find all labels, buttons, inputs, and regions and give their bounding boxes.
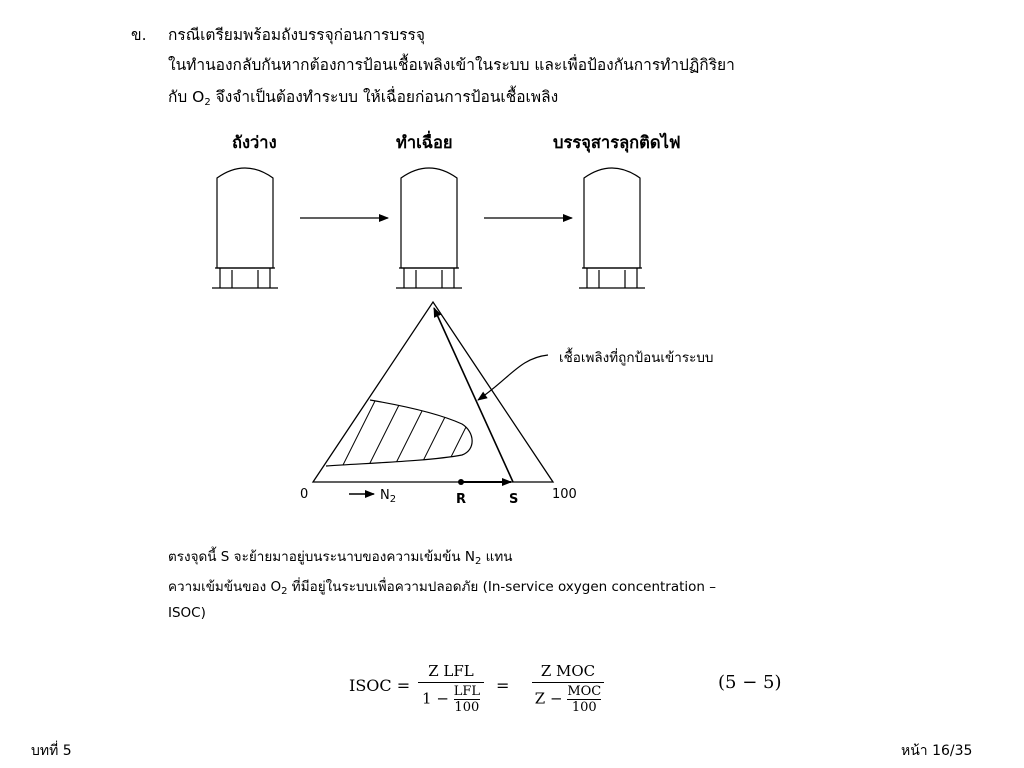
point-r-label: R <box>456 492 467 507</box>
annotation-leader <box>478 355 548 400</box>
equation-lhs: ISOC = <box>349 676 411 695</box>
tank-filled <box>579 168 645 288</box>
tank-label-fill-flammable: บรรจุสารลุกติดไฟ <box>553 133 681 152</box>
tank-empty <box>212 168 278 288</box>
flammable-region <box>326 395 482 475</box>
fuel-annotation: เชื้อเพลิงที่ถูกป้อนเข้าระบบ <box>559 350 714 366</box>
fraction-2-denominator: $Z - \frac{\text{MOC}}{100}$ <box>534 684 602 715</box>
flammability-triangle <box>313 302 553 482</box>
axis-n2-label: $N_2$ <box>380 488 397 505</box>
section-marker: ข. <box>131 26 147 44</box>
tank-label-inerting: ทำเฉื่อย <box>396 133 453 152</box>
tank-label-empty: ถังว่าง <box>232 133 277 152</box>
paragraph-line-2: กับ $O_2$ จึงจำเป็นต้องทำระบบ ให้เฉื่อยก่อนการป้อนเชื้อเพลิง <box>168 88 559 108</box>
paragraph-line-1: ในทำนองกลับกันหากต้องการป้อนเชื้อเพลิงเข้าในระบบ และเพื่อป้องกันการทำปฏิกิริยา <box>168 56 735 74</box>
fraction-1-denominator: $1 - \frac{\text{LFL}}{100}$ <box>422 684 480 715</box>
axis-zero-label: 0 <box>300 487 309 502</box>
fraction-2-numerator: Z MOC <box>540 662 596 680</box>
equation-equals: = <box>496 676 510 695</box>
section-title: กรณีเตรียมพร้อมถังบรรจุก่อนการบรรจุ <box>168 26 425 44</box>
explanation-line-2: ความเข้มข้นของ $O_2$ ที่มีอยู่ในระบบเพื่อความปลอดภัย (In-service oxygen concentration – <box>168 579 717 597</box>
footer-page-number: หน้า 16/35 <box>901 743 973 759</box>
axis-hundred-label: 100 <box>552 487 577 502</box>
tank-inerting <box>396 168 462 288</box>
explanation-line-3: ISOC) <box>168 605 206 621</box>
explanation-line-1: ตรงจุดนี้ S จะย้ายมาอยู่บนระนาบของความเข้มข้น $N_2$ แทน <box>168 549 513 567</box>
fraction-1-numerator: Z LFL <box>428 662 474 680</box>
point-s-label: S <box>509 492 519 507</box>
fuel-feed-arrow <box>434 308 513 482</box>
footer-chapter: บทที่ 5 <box>31 743 72 759</box>
equation-number: (5 − 5) <box>718 672 782 693</box>
equation-fraction-2 <box>532 662 604 714</box>
equation-fraction-1 <box>418 662 484 714</box>
